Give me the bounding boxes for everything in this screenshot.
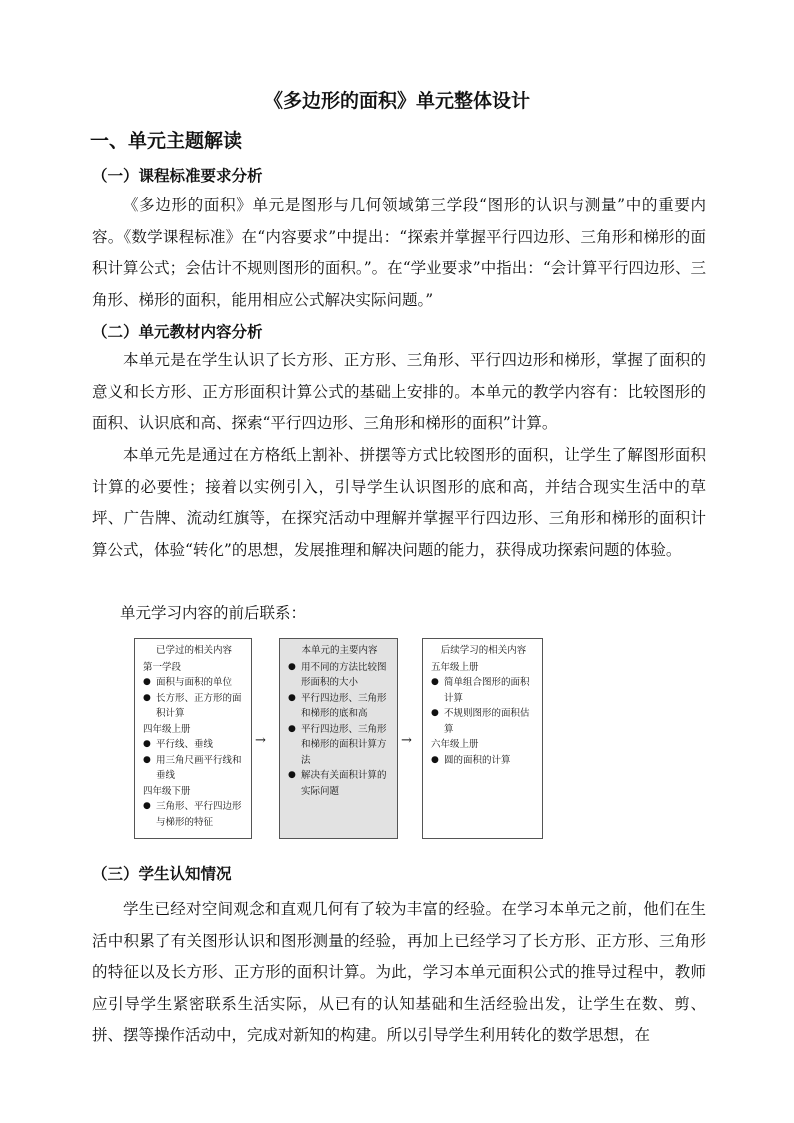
paragraph-content-1: 本单元是在学生认识了长方形、正方形、三角形、平行四边形和梯形，掌握了面积的意义和长方形、正方形面积计算公式的基础上安排的。本单元的教学内容有：比较图形的面积、认识底和高、探索“平行四边形、三角形和梯形的面积”计算。 bbox=[92, 351, 706, 432]
box-prior-group-2: 四年级上册 bbox=[143, 723, 191, 735]
box-prior-list-1 bbox=[143, 675, 245, 722]
list-item: ● 用三角尺画平行线和垂线 bbox=[143, 753, 245, 784]
box-current-title: 本单元的主要内容 bbox=[301, 645, 378, 656]
paragraph-cognition: 学生已经对空间观念和直观几何有了较为丰富的经验。在学习本单元之前，他们在生活中积累了有关图形认识和图形测量的经验，再加上已经学习了长方形、正方形、三角形的特征以及长方形、正方形的面积计算。为此，学习本单元面积公式的推导过程中，教师应引导学生紧密联系生活实际，从已有的认知基础和生活经验出发，让学生在数、剪、拼、摆等操作活动中，完成对新知的构建。所以引导学生利用转化的数学思想，在 bbox=[92, 900, 706, 1044]
box-future-group-1: 五年级上册 bbox=[431, 661, 479, 673]
box-future-list-1 bbox=[431, 675, 536, 737]
section-heading-1: 一、单元主题解读 bbox=[90, 130, 243, 152]
page-title: 《多边形的面积》单元整体设计 bbox=[263, 90, 530, 112]
arrow-icon: → bbox=[401, 733, 412, 748]
list-item: ● 平行四边形、三角形和梯形的底和高 bbox=[288, 691, 391, 722]
box-future-list-2 bbox=[431, 753, 536, 769]
box-prior-group-1: 第一学段 bbox=[143, 661, 182, 673]
box-current-list bbox=[288, 660, 391, 800]
subsection-heading-2: （二）单元教材内容分析 bbox=[92, 323, 263, 341]
box-future-group-2: 六年级上册 bbox=[431, 739, 479, 750]
list-item: ● 解决有关面积计算的实际问题 bbox=[288, 768, 391, 799]
diagram-caption: 单元学习内容的前后联系： bbox=[120, 604, 307, 622]
list-item: ● 用不同的方法比较图形面积的大小 bbox=[288, 660, 391, 691]
box-future-title: 后续学习的相关内容 bbox=[440, 645, 527, 656]
box-prior-title: 已学过的相关内容 bbox=[155, 645, 232, 656]
list-item: ● 不规则图形的面积估算 bbox=[431, 706, 536, 737]
list-item: ● 长方形、正方形的面积计算 bbox=[143, 691, 245, 722]
paragraph-content-2: 本单元先是通过在方格纸上割补、拼摆等方式比较图形的面积，让学生了解图形面积计算的必要性；接着以实例引入，引导学生认识图形的底和高，并结合现实生活中的草坪、广告牌、流动红旗等，在探究活动中理解并掌握平行四边形、三角形和梯形的面积计算公式，体验“转化”的思想，发展推理和解决问题的能力，获得成功探索问题的体验。 bbox=[92, 446, 706, 559]
box-future-learning bbox=[422, 638, 543, 839]
box-prior-learning bbox=[134, 638, 252, 839]
subsection-heading-3: （三）学生认知情况 bbox=[92, 865, 232, 883]
list-item: ● 圆的面积的计算 bbox=[431, 753, 536, 769]
list-item: ● 简单组合图形的面积计算 bbox=[431, 675, 536, 706]
list-item: ● 三角形、平行四边形与梯形的特征 bbox=[143, 799, 245, 830]
box-current-unit bbox=[279, 638, 398, 839]
box-prior-list-2 bbox=[143, 737, 245, 784]
paragraph-standards: 《多边形的面积》单元是图形与几何领域第三学段“图形的认识与测量”中的重要内容。《数学课程标准》在“内容要求”中提出：“探索并掌握平行四边形、三角形和梯形的面积计算公式；会估计不规则图形的面积。”。在“学业要求”中指出：“会计算平行四边形、三角形、梯形的面积，能用相应公式解决实际问题。” bbox=[92, 196, 706, 309]
box-prior-list-3 bbox=[143, 799, 245, 830]
list-item: ● 平行线、垂线 bbox=[143, 737, 245, 753]
box-prior-group-3: 四年级下册 bbox=[143, 785, 191, 797]
list-item: ● 平行四边形、三角形和梯形的面积计算方法 bbox=[288, 722, 391, 769]
list-item: ● 面积与面积的单位 bbox=[143, 675, 245, 691]
subsection-heading-1: （一）课程标准要求分析 bbox=[92, 167, 263, 185]
arrow-icon: → bbox=[255, 733, 266, 748]
